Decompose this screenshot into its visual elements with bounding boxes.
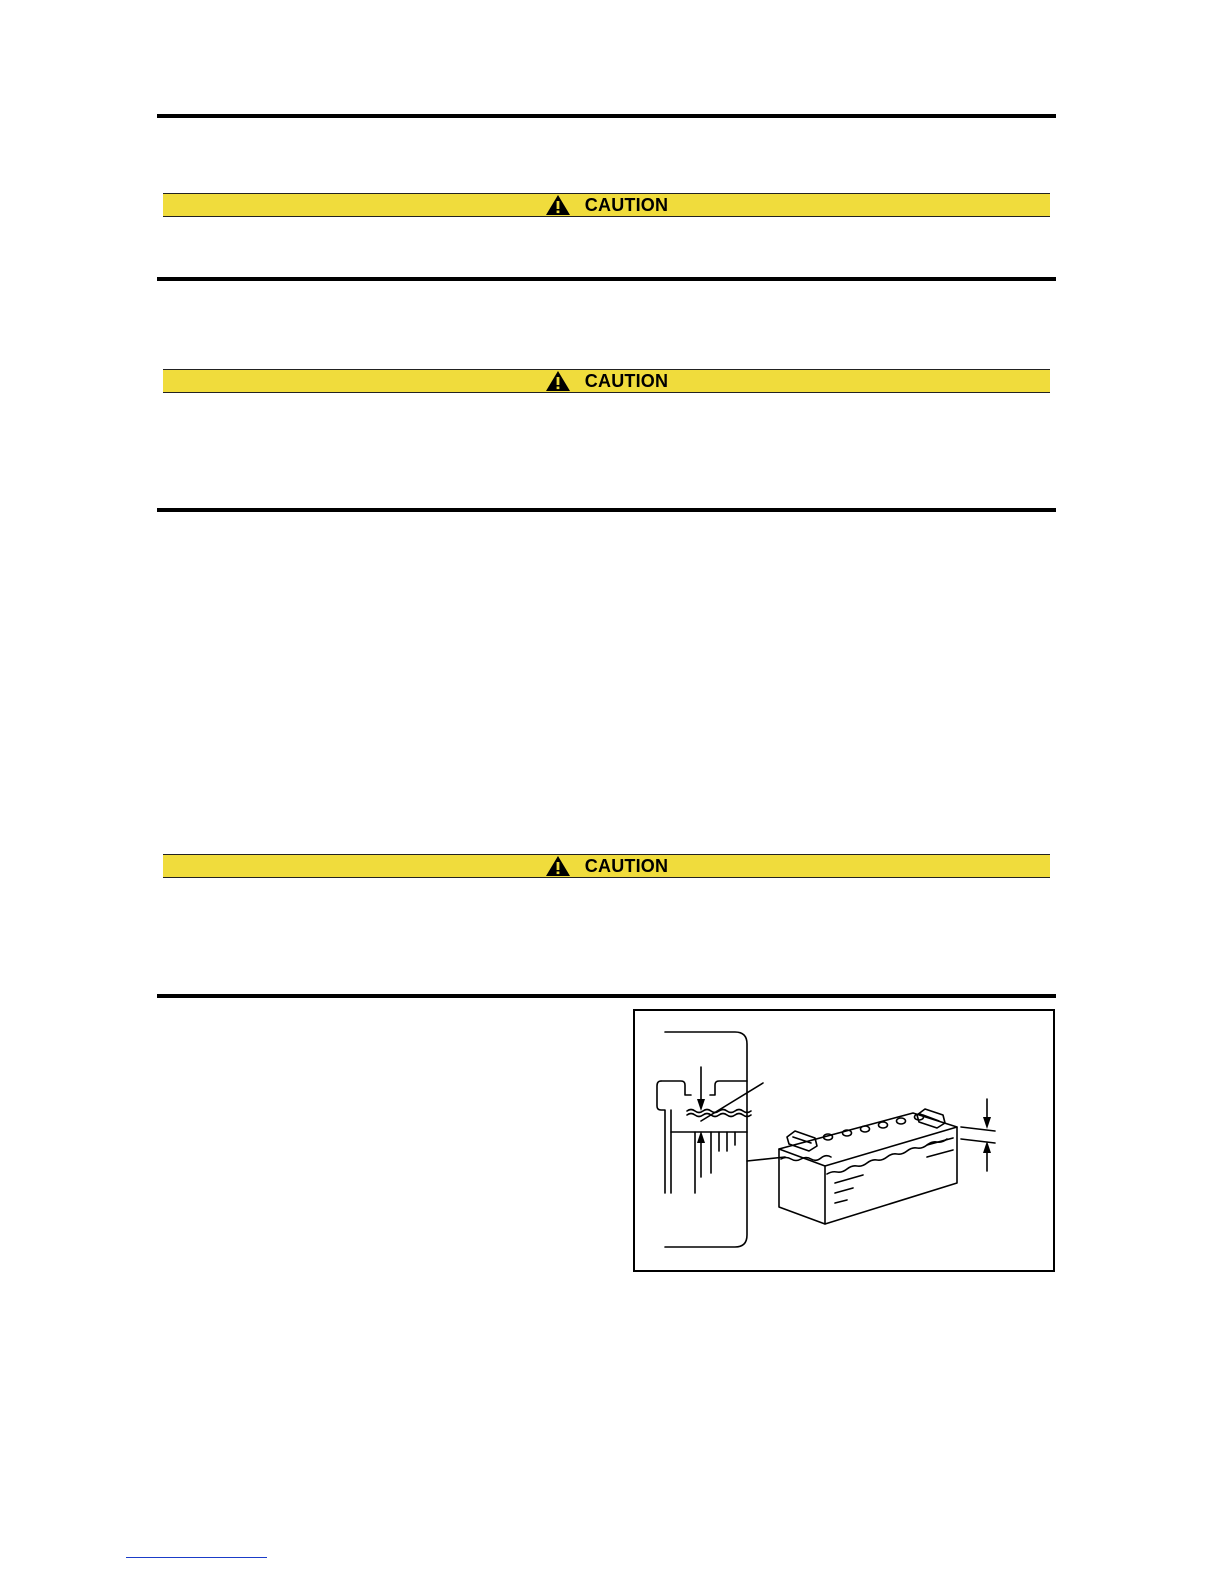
warning-triangle-icon bbox=[545, 370, 571, 392]
battery-electrolyte-level-illustration bbox=[635, 1011, 1053, 1270]
section-rule-1 bbox=[157, 114, 1056, 118]
caution-banner-3 bbox=[163, 854, 1050, 878]
warning-triangle-icon bbox=[545, 194, 571, 216]
caution-banner-1 bbox=[163, 193, 1050, 217]
caution-label: CAUTION bbox=[584, 855, 669, 876]
warning-triangle-icon bbox=[545, 855, 571, 877]
section-rule-2 bbox=[157, 277, 1056, 281]
section-rule-4 bbox=[157, 994, 1056, 998]
section-rule-3 bbox=[157, 508, 1056, 512]
battery-figure bbox=[633, 1009, 1055, 1272]
caution-label: CAUTION bbox=[584, 370, 669, 391]
caution-banner-2 bbox=[163, 369, 1050, 393]
footer-link[interactable] bbox=[126, 1557, 267, 1558]
caution-label: CAUTION bbox=[584, 194, 669, 215]
